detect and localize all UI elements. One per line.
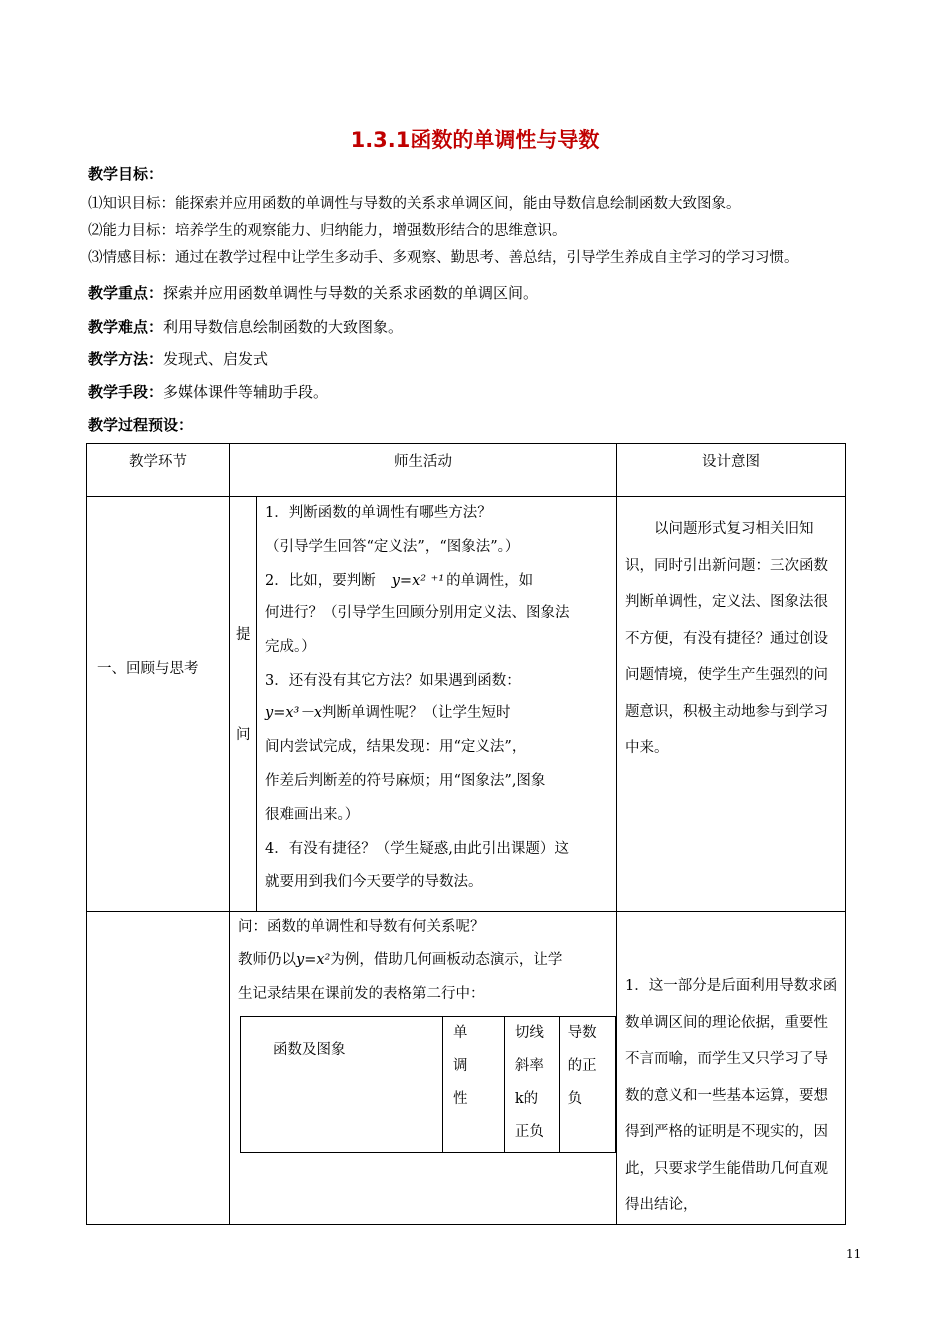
- question-1: 1．判断函数的单调性有哪些方法？: [265, 505, 492, 521]
- key-point: [88, 282, 538, 303]
- lesson-process-table: [86, 443, 846, 1225]
- method-label: 教学方法：: [88, 350, 164, 368]
- goal-emotion: ⑶情感目标：通过在教学过程中让学生多动手、多观察、勤思考、善总结，引导学生养成自主学习的学习习惯。: [88, 250, 799, 266]
- process-heading: 教学过程预设：: [88, 416, 194, 434]
- difficulty-label: 教学难点：: [88, 318, 164, 336]
- record-table-header: [241, 1017, 616, 1153]
- question-3-text: 判断单调性呢？（让学生短时: [322, 705, 511, 721]
- teacher-demo: [238, 948, 562, 969]
- key-point-label: 教学重点：: [88, 284, 164, 302]
- method: [88, 348, 268, 369]
- side-label-wen: 问: [236, 727, 251, 743]
- record-instruction: 生记录结果在课前发的表格第二行中：: [238, 986, 485, 1002]
- document-title: 1.3.1函数的单调性与导数: [350, 128, 600, 152]
- stage-cell: [87, 497, 230, 912]
- method-text: 发现式、启发式: [163, 350, 269, 368]
- activity-cell: [230, 912, 617, 1225]
- question-2: [265, 569, 533, 590]
- question-2-tail: 的单调性，如: [446, 573, 534, 589]
- record-col-function-label: 函数及图象: [273, 1042, 346, 1058]
- stage-review: 一、回顾与思考: [97, 661, 199, 677]
- table-row: [87, 497, 846, 912]
- question-3-cont: [265, 701, 511, 722]
- intent-derivative: 1．这一部分是后面利用导数求函数单调区间的理论依据，重要性不言而喻，而学生又只学习了导数的意义和一些基本运算，要想得到严格的证明是不现实的，因此，只要求学生能借助几何直观得出结论，: [617, 912, 846, 1225]
- means-label: 教学手段：: [88, 383, 164, 401]
- question-3: 3．还有没有其它方法？如果遇到函数：: [265, 673, 521, 689]
- question-2-text: 2．比如，要判断: [265, 573, 376, 589]
- intent-review: 以问题形式复习相关旧知识，同时引出新问题：三次函数判断单调性，定义法、图象法很不方便，有没有捷径？通过创设问题情境，使学生产生强烈的问题意识，积极主动地参与到学习中来。: [617, 497, 846, 912]
- table-row: [87, 912, 846, 1225]
- side-label-cell: [230, 497, 257, 912]
- record-col-monotonicity: 单 调 性: [443, 1017, 505, 1153]
- question-2-end: 完成。）: [265, 639, 316, 655]
- question-2-cont: 何进行？（引导学生回顾分别用定义法、图象法: [265, 605, 570, 621]
- difficulty-text: 利用导数信息绘制函数的大致图象。: [163, 318, 404, 336]
- question-4: 4．有没有捷径？（学生疑惑,由此引出课题）这: [265, 841, 569, 857]
- table-header-row: [87, 444, 846, 497]
- teacher-demo-text: 教师仍以: [238, 952, 296, 968]
- teacher-demo-tail: 为例，借助几何画板动态演示，让学: [330, 952, 563, 968]
- stage-cell-empty: [87, 912, 230, 1225]
- goal-knowledge: ⑴知识目标：能探索并应用函数的单调性与导数的关系求单调区间，能由导数信息绘制函数大致图象。: [88, 196, 741, 212]
- side-label-ti: 提: [236, 627, 251, 643]
- formula-x-squared: y=x²: [296, 952, 331, 968]
- question-3-result: 间内尝试完成，结果发现：用“定义法”，: [265, 739, 527, 755]
- question-3-result-2: 作差后判断差的符号麻烦；用“图象法”,图象: [265, 773, 546, 789]
- key-point-text: 探索并应用函数单调性与导数的关系求函数的单调区间。: [163, 284, 539, 302]
- means-text: 多媒体课件等辅助手段。: [163, 383, 329, 401]
- activity-cell: [257, 497, 617, 912]
- question-3-end: 很难画出来。）: [265, 807, 360, 823]
- formula-x-cubed-minus-x: y=x³－x: [265, 705, 323, 721]
- goal-ability: ⑵能力目标：培养学生的观察能力、归纳能力，增强数形结合的思维意识。: [88, 223, 567, 239]
- record-col-slope: 切线 斜率 k的 正负: [504, 1017, 559, 1153]
- difficulty: [88, 316, 403, 337]
- goals-heading: 教学目标：: [88, 165, 164, 183]
- question-4-end: 就要用到我们今天要学的导数法。: [265, 874, 483, 890]
- relation-question: 问：函数的单调性和导数有何关系呢？: [238, 919, 485, 935]
- header-activity: 师生活动: [230, 444, 617, 497]
- page-number: 11: [846, 1247, 862, 1261]
- means: [88, 381, 328, 402]
- formula-x-squared-plus-one: y=x² ⁺¹: [391, 573, 445, 589]
- record-table: [240, 1016, 616, 1153]
- header-intent: 设计意图: [617, 444, 846, 497]
- header-stage: 教学环节: [87, 444, 230, 497]
- record-col-function: [241, 1017, 443, 1153]
- question-1-note: （引导学生回答“定义法”，“图象法”。）: [265, 539, 520, 555]
- record-col-derivative: 导数 的正 负: [559, 1017, 615, 1153]
